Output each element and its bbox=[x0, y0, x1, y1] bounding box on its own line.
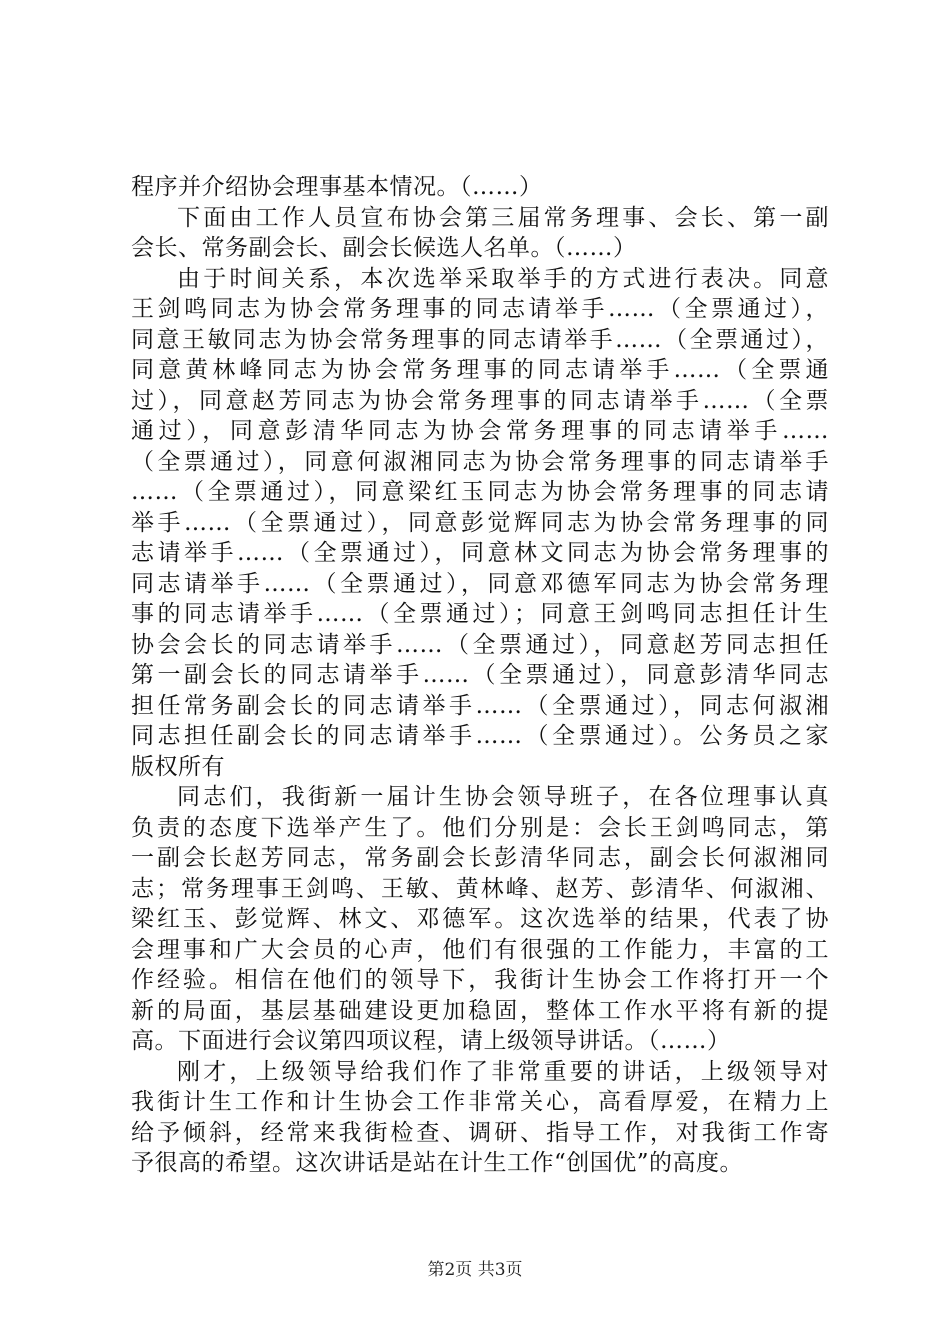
text-line: 担任常务副会长的同志请举手……（全票通过），同志何淑湘 bbox=[131, 692, 829, 719]
text-line: 志请举手……（全票通过），同意林文同志为协会常务理事的 bbox=[131, 540, 829, 566]
text-line: （全票通过），同意何淑湘同志为协会常务理事的同志请举手 bbox=[131, 448, 829, 475]
text-line: 会理事和广大会员的心声，他们有很强的工作能力，丰富的工 bbox=[131, 936, 829, 963]
page-number-footer: 第2页 共3页 bbox=[427, 1260, 523, 1280]
text-line: 负责的态度下选举产生了。他们分别是：会长王剑鸣同志，第 bbox=[131, 814, 829, 841]
text-line: 一副会长赵芳同志，常务副会长彭清华同志，副会长何淑湘同 bbox=[131, 845, 829, 871]
text-line: 举手……（全票通过），同意彭觉辉同志为协会常务理事的同 bbox=[131, 509, 829, 536]
paragraph-start-line: 刚才，上级领导给我们作了非常重要的讲话，上级领导对 bbox=[177, 1058, 829, 1085]
document-body bbox=[131, 172, 829, 1179]
text-line: 新的局面，基层基础建设更加稳固，整体工作水平将有新的提 bbox=[131, 997, 829, 1024]
text-line: 我街计生工作和计生协会工作非常关心，高看厚爱，在精力上 bbox=[131, 1089, 829, 1115]
text-line: 过），同意赵芳同志为协会常务理事的同志请举手……（全票 bbox=[131, 387, 829, 414]
paragraph-start-line: 由于时间关系，本次选举采取举手的方式进行表决。同意 bbox=[177, 265, 829, 292]
text-line: 给予倾斜，经常来我街检查、调研、指导工作，对我街工作寄 bbox=[131, 1119, 829, 1146]
paragraph-start-line: 同志们，我街新一届计生协会领导班子，在各位理事认真 bbox=[177, 784, 829, 810]
text-line: 协会会长的同志请举手……（全票通过），同意赵芳同志担任 bbox=[131, 631, 829, 658]
text-line: 梁红玉、彭觉辉、林文、邓德军。这次选举的结果，代表了协 bbox=[131, 906, 829, 932]
text-line: 同意黄林峰同志为协会常务理事的同志请举手……（全票通 bbox=[131, 357, 829, 383]
text-line: 同志请举手……（全票通过），同意邓德军同志为协会常务理 bbox=[131, 570, 829, 597]
text-line: 程序并介绍协会理事基本情况。（……） bbox=[131, 174, 543, 200]
text-line: 第一副会长的同志请举手……（全票通过），同意彭清华同志 bbox=[131, 662, 829, 688]
text-line: 通过），同意彭清华同志为协会常务理事的同志请举手…… bbox=[131, 418, 829, 444]
text-line: 同志担任副会长的同志请举手……（全票通过）。公务员之家 bbox=[131, 723, 829, 749]
text-line: 事的同志请举手……（全票通过）；同意王剑鸣同志担任计生 bbox=[131, 601, 829, 627]
text-line: 志；常务理事王剑鸣、王敏、黄林峰、赵芳、彭清华、何淑湘、 bbox=[131, 875, 829, 902]
text-line: 王剑鸣同志为协会常务理事的同志请举手……（全票通过）， bbox=[131, 296, 829, 322]
text-line: 同意王敏同志为协会常务理事的同志请举手……（全票通过）， bbox=[131, 326, 829, 353]
text-line: ……（全票通过），同意梁红玉同志为协会常务理事的同志请 bbox=[131, 479, 829, 505]
text-line: 作经验。相信在他们的领导下，我街计生协会工作将打开一个 bbox=[131, 967, 829, 993]
text-line: 予很高的希望。这次讲话是站在计生工作“创国优”的高度。 bbox=[131, 1150, 744, 1176]
text-line: 版权所有 bbox=[131, 753, 225, 780]
paragraph-start-line: 下面由工作人员宣布协会第三届常务理事、会长、第一副 bbox=[177, 204, 829, 231]
text-line: 会长、常务副会长、副会长候选人名单。（……） bbox=[131, 235, 637, 261]
text-line: 高。下面进行会议第四项议程，请上级领导讲话。（……） bbox=[131, 1028, 731, 1054]
